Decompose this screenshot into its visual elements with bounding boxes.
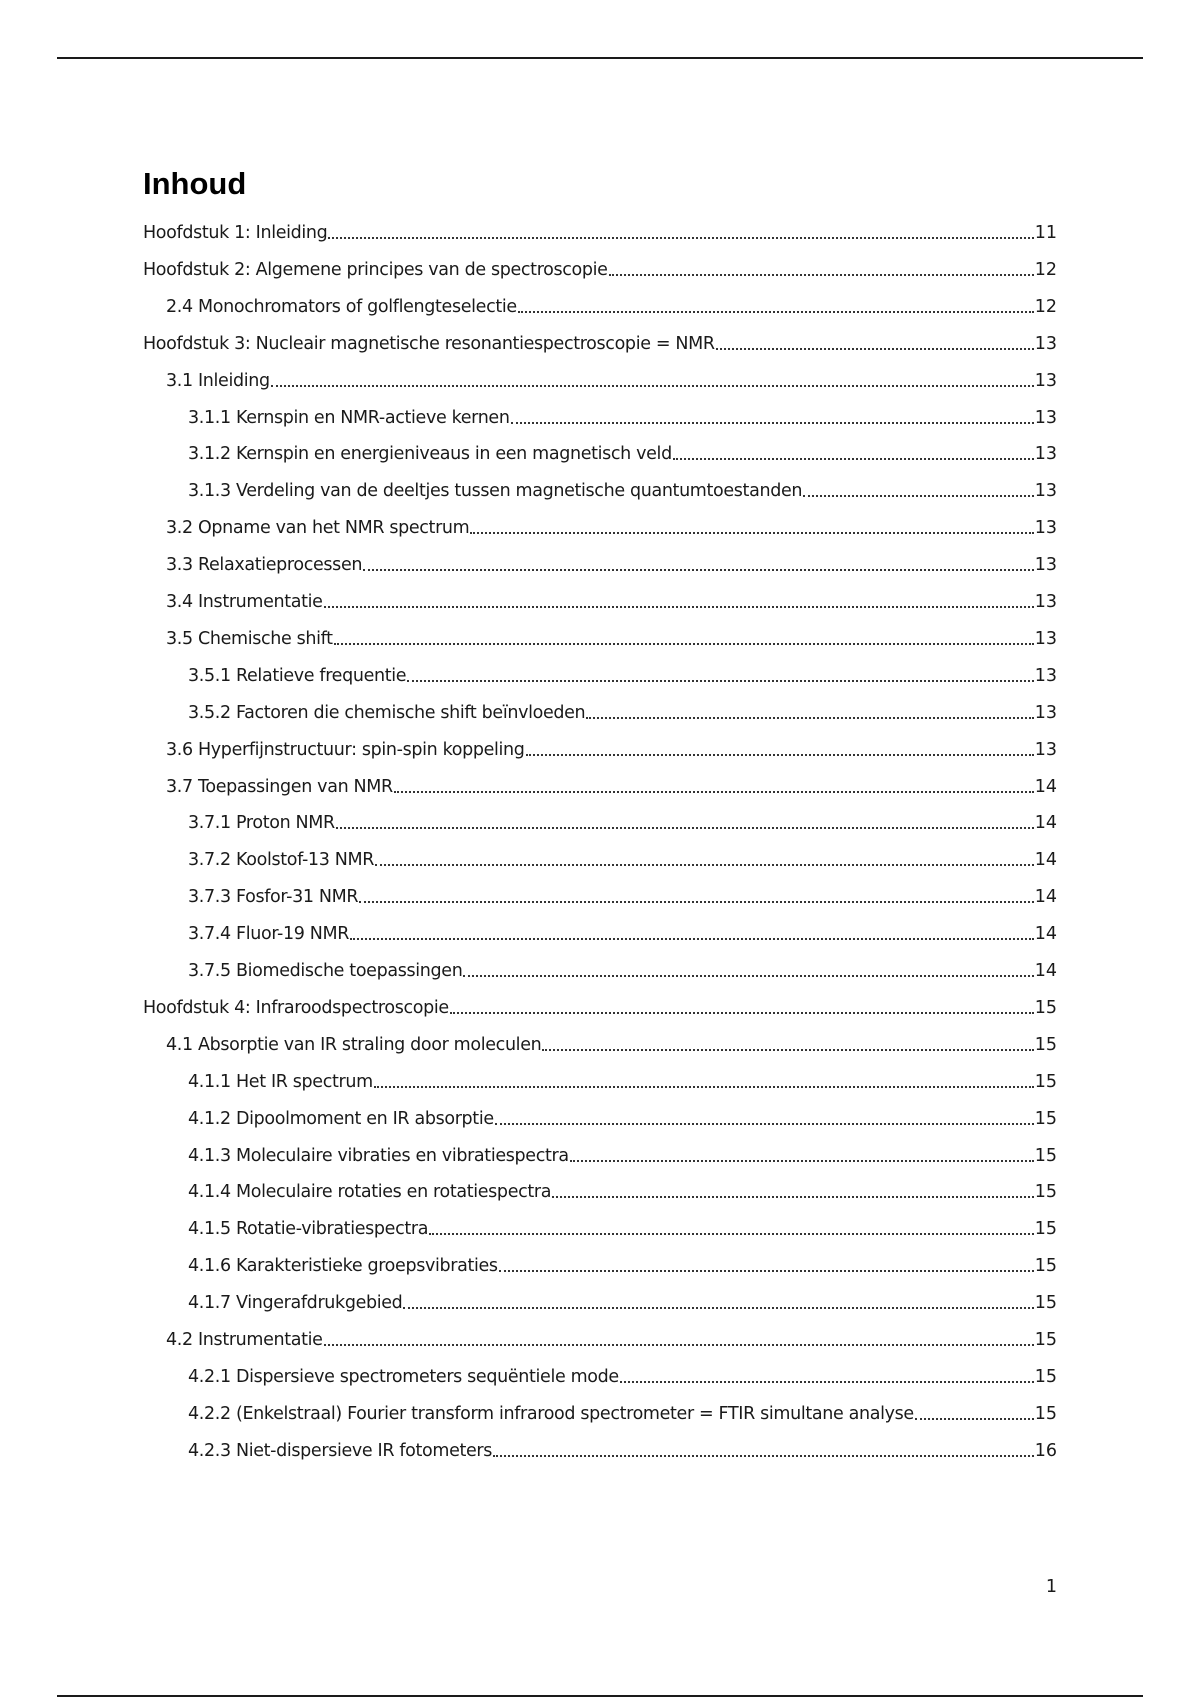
toc-dot-leader [609,274,1034,276]
toc-entry[interactable] [166,1323,1057,1351]
toc-entry-page: 15 [1034,1182,1057,1203]
toc-dot-leader [673,458,1034,460]
toc-entry-page: 13 [1034,555,1057,576]
toc-entry-text: 3.5.1 Relatieve frequentie [188,665,407,686]
toc-entry-text: 4.1.5 Rotatie-vibratiespectra [188,1219,429,1240]
toc-entry-page: 14 [1034,887,1057,908]
toc-dot-leader [511,422,1034,424]
toc-entry[interactable] [166,364,1057,392]
toc-entry-page: 12 [1034,259,1057,280]
toc-entry-text: 3.2 Opname van het NMR spectrum [166,518,470,539]
toc-entry-page: 14 [1034,961,1057,981]
toc-dot-leader [526,754,1034,756]
toc-entry-text: 3.1 Inleiding [166,370,270,391]
toc-dot-leader [350,938,1034,940]
toc-entry-text: 3.1.2 Kernspin en energieniveaus in een magnetisch veld [188,444,672,465]
toc-entry[interactable] [188,401,1057,429]
toc-entry-page: 14 [1034,776,1057,797]
toc-entry[interactable] [188,696,1057,724]
toc-entry-page: 13 [1034,481,1057,502]
toc-entry[interactable] [188,1065,1057,1093]
toc-entry-page: 15 [1034,1293,1057,1314]
toc-entry-text: 4.2.2 (Enkelstraal) Fourier transform infrarood spectrometer = FTIR simultane analyse [188,1403,914,1424]
toc-entry-text: 3.5.2 Factoren die chemische shift beïnvloeden [188,702,586,723]
toc-entry[interactable] [143,216,1057,244]
toc-entry-page: 13 [1034,592,1057,612]
toc-entry-page: 15 [1034,1219,1057,1240]
toc-entry[interactable] [143,327,1057,355]
toc-entry[interactable] [188,880,1057,908]
toc-entry-page: 15 [1034,1366,1057,1387]
toc-entry[interactable] [188,843,1057,871]
toc-entry-text: 4.1.7 Vingerafdrukgebied [188,1293,403,1314]
toc-entry[interactable] [188,1212,1057,1240]
toc-entry[interactable] [188,1102,1057,1130]
toc-entry[interactable] [188,474,1057,502]
toc-entry-page: 14 [1034,924,1057,945]
toc-entry-page: 15 [1034,1108,1057,1129]
toc-entry-text: 3.7.1 Proton NMR [188,813,335,834]
toc-entry-text: 4.2.1 Dispersieve spectrometers sequëntiele mode [188,1366,619,1387]
toc-entry[interactable] [188,917,1057,945]
toc-entry-text: 3.4 Instrumentatie [166,592,323,612]
toc-dot-leader [803,495,1034,497]
toc-entry-text: 3.3 Relaxatieprocessen [166,555,363,576]
toc-entry[interactable] [166,622,1057,650]
toc-entry-text: 3.1.3 Verdeling van de deeltjes tussen magnetische quantumtoestanden [188,481,803,502]
toc-entry[interactable] [166,290,1057,318]
toc-entry-text: 4.1 Absorptie van IR straling door moleculen [166,1034,542,1055]
toc-entry-text: 4.2.3 Niet-dispersieve IR fotometers [188,1440,493,1461]
toc-entry-text: 4.1.3 Moleculaire vibraties en vibratiespectra [188,1145,569,1166]
toc-dot-leader [403,1307,1033,1309]
toc-entry[interactable] [188,1434,1057,1462]
toc-dot-leader [363,569,1034,571]
toc-entry-text: 4.1.6 Karakteristieke groepsvibraties [188,1256,498,1277]
toc-entry-page: 15 [1034,1145,1057,1166]
toc-dot-leader [271,385,1034,387]
toc-entry-text: Hoofdstuk 4: Infraroodspectroscopie [143,997,449,1018]
toc-entry[interactable] [143,991,1057,1019]
toc-entry-page: 13 [1034,370,1057,391]
toc-dot-leader [324,1344,1034,1346]
toc-entry-page: 13 [1034,665,1057,686]
toc-dot-leader [407,680,1034,682]
page-number: 1 [1045,1577,1057,1597]
toc-entry-page: 14 [1034,850,1057,871]
toc-dot-leader [716,348,1034,350]
toc-entry[interactable] [188,659,1057,687]
toc-entry-text: 4.1.2 Dipoolmoment en IR absorptie [188,1108,494,1129]
toc-dot-leader [570,1160,1034,1162]
toc-entry-page: 15 [1034,1071,1057,1092]
toc-entry-text: 3.6 Hyperfijnstructuur: spin-spin koppeling [166,739,525,760]
toc-entry-page: 13 [1034,444,1057,465]
toc-entry-page: 12 [1034,296,1057,317]
toc-entry[interactable] [188,437,1057,465]
toc-entry-text: 3.7.5 Biomedische toepassingen [188,961,463,981]
toc-entry[interactable] [188,1139,1057,1167]
toc-dot-leader [375,864,1034,866]
toc-entry-text: Hoofdstuk 2: Algemene principes van de spectroscopie [143,259,608,280]
toc-dot-leader [374,1086,1034,1088]
toc-entry-text: 3.7.2 Koolstof-13 NMR [188,850,375,871]
toc-dot-leader [470,532,1033,534]
toc-entry-page: 15 [1034,1034,1057,1055]
toc-entry-page: 13 [1034,628,1057,649]
toc-dot-leader [915,1418,1034,1420]
toc-entry-page: 15 [1034,1403,1057,1424]
toc-entry-page: 13 [1034,518,1057,539]
toc-dot-leader [552,1196,1034,1198]
toc-entry[interactable] [188,806,1057,834]
toc-entry-page: 15 [1034,1256,1057,1277]
toc-dot-leader [542,1049,1033,1051]
toc-entry-page: 16 [1034,1440,1057,1461]
toc-entry-page: 13 [1034,739,1057,760]
toc-entry-text: 3.7.3 Fosfor-31 NMR [188,887,359,908]
toc-entry-text: 4.1.1 Het IR spectrum [188,1071,373,1092]
toc-entry[interactable] [166,585,1057,613]
toc-dot-leader [336,827,1034,829]
toc-dot-leader [499,1270,1034,1272]
toc-entry-text: 3.7.4 Fluor-19 NMR [188,924,350,945]
toc-entry-text: Hoofdstuk 3: Nucleair magnetische resonantiespectroscopie = NMR [143,333,715,354]
toc-entry-text: 2.4 Monochromators of golflengteselectie [166,296,517,317]
toc-entry-text: 3.5 Chemische shift [166,628,333,649]
toc-dot-leader [495,1123,1034,1125]
toc-entry-page: 15 [1034,1330,1057,1350]
toc-dot-leader [450,1012,1034,1014]
toc-entry[interactable] [188,1360,1057,1388]
toc-title: Inhoud [143,166,247,201]
toc-entry[interactable] [166,548,1057,576]
toc-entry-page: 13 [1034,333,1057,354]
toc-entry-text: 4.1.4 Moleculaire rotaties en rotatiespectra [188,1182,552,1203]
toc-entry-page: 13 [1034,702,1057,723]
toc-entry[interactable] [166,511,1057,539]
toc-entry[interactable] [143,253,1057,281]
toc-entry[interactable] [188,1286,1057,1314]
toc-dot-leader [586,717,1033,719]
toc-entry-page: 14 [1034,813,1057,834]
toc-entry[interactable] [166,1028,1057,1056]
toc-entry-text: Hoofdstuk 1: Inleiding [143,223,328,243]
toc-entry[interactable] [188,1249,1057,1277]
toc-entry[interactable] [166,770,1057,798]
toc-entry-page: 13 [1034,407,1057,428]
toc-dot-leader [394,791,1034,793]
toc-dot-leader [324,606,1034,608]
toc-entry-page: 15 [1034,997,1057,1018]
toc-dot-leader [493,1455,1034,1457]
toc-entry[interactable] [188,1175,1057,1203]
toc-entry[interactable] [166,733,1057,761]
toc-entry-text: 4.2 Instrumentatie [166,1330,323,1350]
toc-dot-leader [334,643,1034,645]
toc-dot-leader [429,1233,1034,1235]
toc-entry-page: 11 [1034,223,1057,243]
toc-dot-leader [620,1381,1034,1383]
toc-entry[interactable] [188,954,1057,982]
toc-dot-leader [518,311,1034,313]
toc-dot-leader [359,901,1034,903]
footer-rule [57,1695,1143,1697]
toc-entry-text: 3.7 Toepassingen van NMR [166,776,393,797]
toc-entry-text: 3.1.1 Kernspin en NMR-actieve kernen [188,407,510,428]
toc-entry[interactable] [188,1397,1057,1425]
toc-dot-leader [328,237,1033,239]
toc-dot-leader [463,975,1033,977]
